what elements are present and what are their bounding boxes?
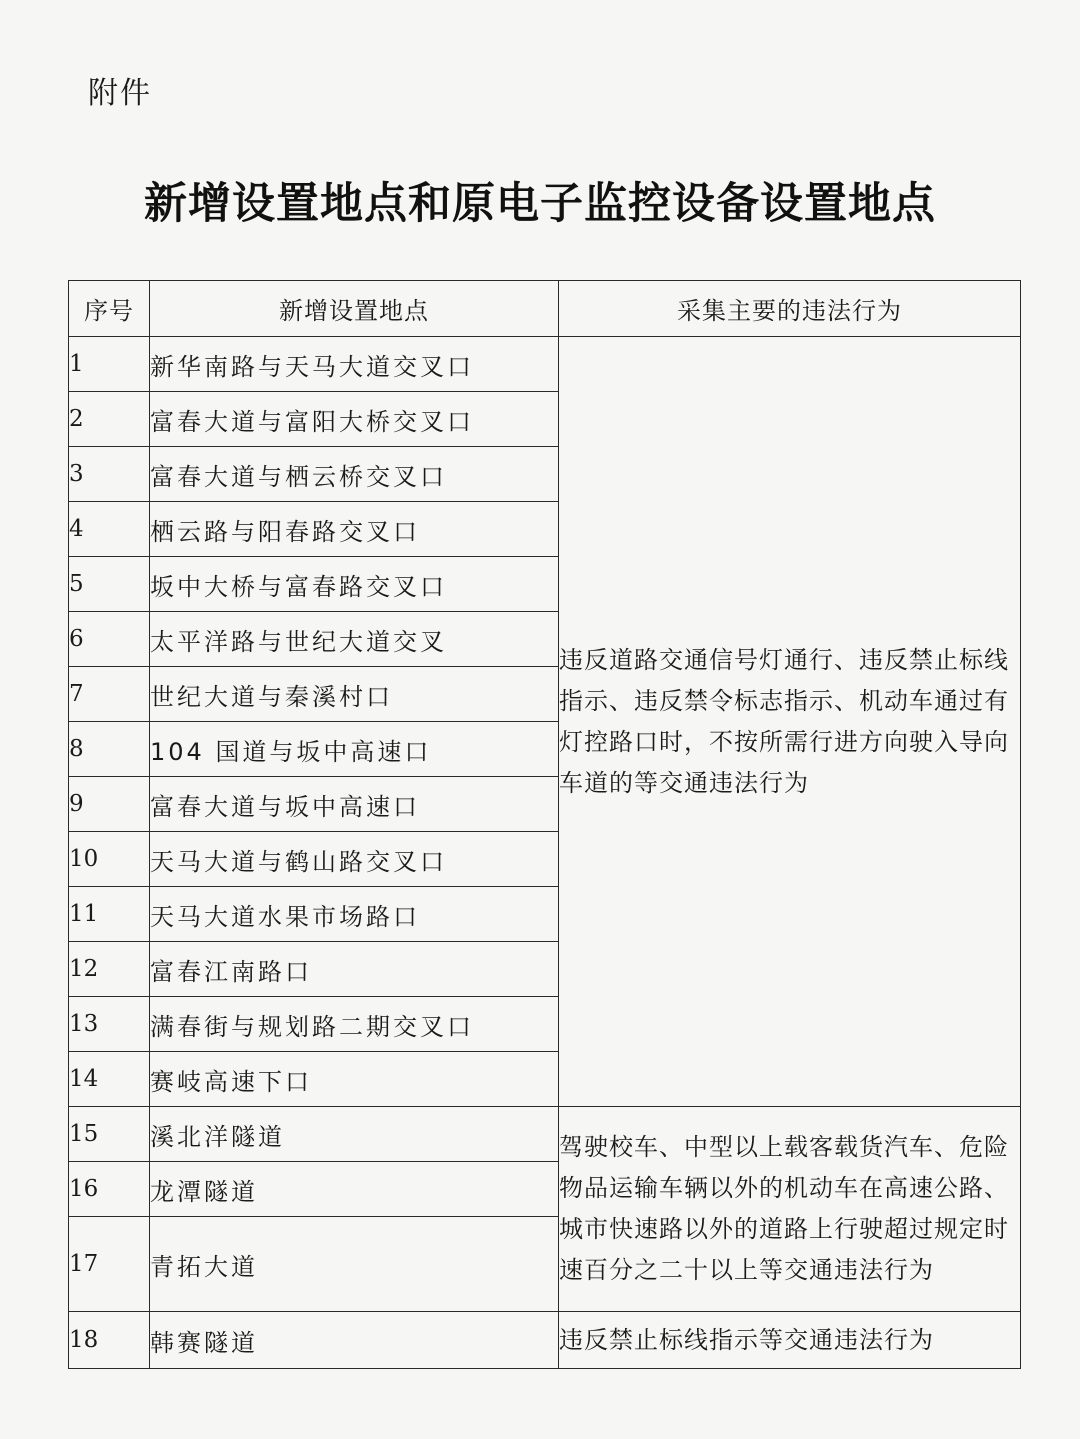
row-location: 太平洋路与世纪大道交叉 xyxy=(150,612,559,667)
row-number: 4 xyxy=(69,502,150,557)
row-location: 栖云路与阳春路交叉口 xyxy=(150,502,559,557)
row-location: 龙潭隧道 xyxy=(150,1162,559,1217)
row-location: 青拓大道 xyxy=(150,1217,559,1312)
table-header-row xyxy=(69,281,1021,337)
row-location: 天马大道与鹤山路交叉口 xyxy=(150,832,559,887)
row-number: 16 xyxy=(69,1162,150,1217)
row-location: 赛岐高速下口 xyxy=(150,1052,559,1107)
row-number: 17 xyxy=(69,1217,150,1312)
table-row xyxy=(69,1312,1021,1369)
table-row xyxy=(69,337,1021,392)
row-number: 2 xyxy=(69,392,150,447)
row-number: 9 xyxy=(69,777,150,832)
behavior-group-15-17: 驾驶校车、中型以上载客载货汽车、危险物品运输车辆以外的机动车在高速公路、城市快速路以外的道路上行驶超过规定时速百分之二十以上等交通违法行为 xyxy=(559,1107,1021,1312)
table-row xyxy=(69,1107,1021,1162)
row-number: 15 xyxy=(69,1107,150,1162)
behavior-group-1-14: 违反道路交通信号灯通行、违反禁止标线指示、违反禁令标志指示、机动车通过有灯控路口时，不按所需行进方向驶入导向车道的等交通违法行为 xyxy=(559,337,1021,1107)
row-number: 7 xyxy=(69,667,150,722)
row-number: 18 xyxy=(69,1312,150,1369)
row-number: 11 xyxy=(69,887,150,942)
row-location: 富春江南路口 xyxy=(150,942,559,997)
locations-table xyxy=(68,280,1021,1369)
column-header-number: 序号 xyxy=(69,281,150,337)
attachment-label: 附件 xyxy=(88,76,152,111)
row-number: 8 xyxy=(69,722,150,777)
row-location: 满春街与规划路二期交叉口 xyxy=(150,997,559,1052)
row-number: 13 xyxy=(69,997,150,1052)
row-number: 1 xyxy=(69,337,150,392)
row-location: 韩赛隧道 xyxy=(150,1312,559,1369)
row-location: 新华南路与天马大道交叉口 xyxy=(150,337,559,392)
row-number: 10 xyxy=(69,832,150,887)
row-number: 5 xyxy=(69,557,150,612)
row-number: 14 xyxy=(69,1052,150,1107)
behavior-group-18: 违反禁止标线指示等交通违法行为 xyxy=(559,1312,1021,1369)
page-title: 新增设置地点和原电子监控设备设置地点 xyxy=(144,179,936,229)
column-header-behavior: 采集主要的违法行为 xyxy=(559,281,1021,337)
row-location: 天马大道水果市场路口 xyxy=(150,887,559,942)
row-number: 6 xyxy=(69,612,150,667)
row-location: 溪北洋隧道 xyxy=(150,1107,559,1162)
row-number: 3 xyxy=(69,447,150,502)
row-number: 12 xyxy=(69,942,150,997)
row-location: 富春大道与富阳大桥交叉口 xyxy=(150,392,559,447)
row-location: 富春大道与栖云桥交叉口 xyxy=(150,447,559,502)
row-location: 富春大道与坂中高速口 xyxy=(150,777,559,832)
row-location: 104 国道与坂中高速口 xyxy=(150,722,559,777)
row-location: 世纪大道与秦溪村口 xyxy=(150,667,559,722)
column-header-location: 新增设置地点 xyxy=(150,281,559,337)
row-location: 坂中大桥与富春路交叉口 xyxy=(150,557,559,612)
